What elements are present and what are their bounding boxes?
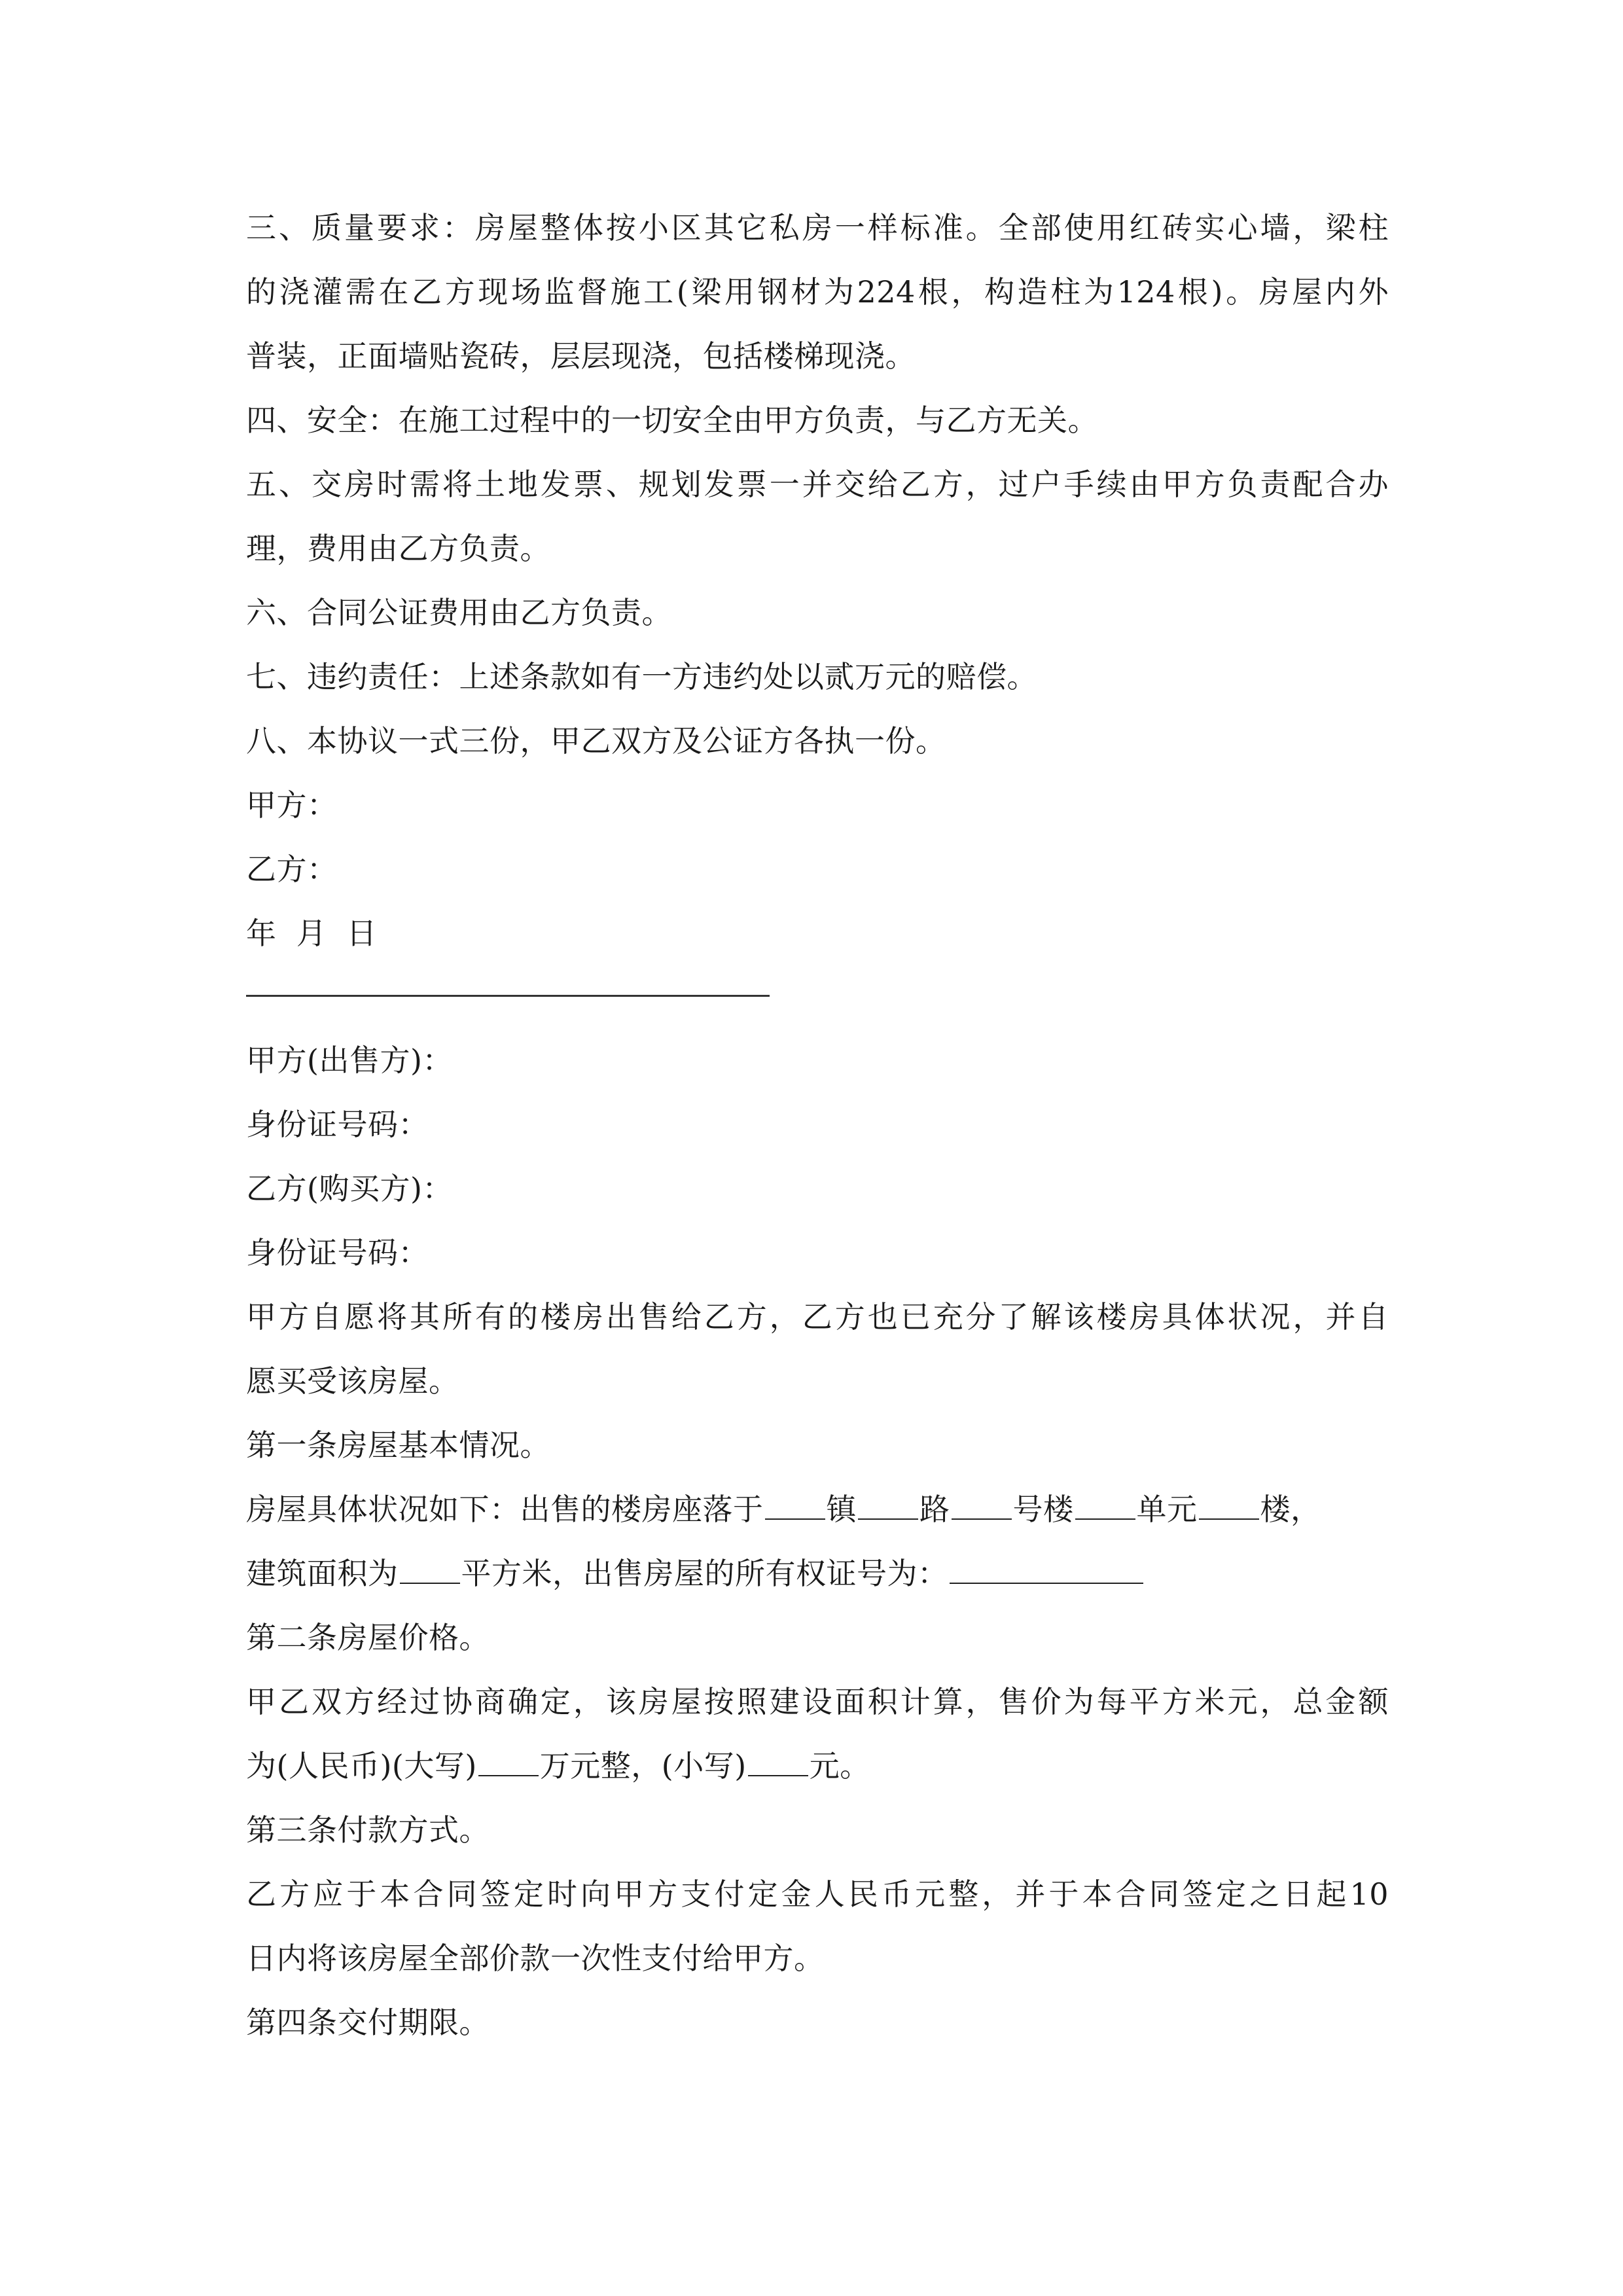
- article-1-title: 第一条房屋基本情况。: [246, 1427, 550, 1463]
- article-1-line-1-unit: 单元: [1136, 1492, 1198, 1527]
- clause-3-line-1: 三、质量要求：房屋整体按小区其它私房一样标准。全部使用红砖实心墙，梁柱: [246, 210, 1389, 245]
- clause-7: 七、违约责任：上述条款如有一方违约处以贰万元的赔偿。: [246, 659, 1037, 694]
- party-b-signature: 乙方：: [246, 852, 338, 887]
- road-blank: [858, 1495, 918, 1520]
- intro-line-1: 甲方自愿将其所有的楼房出售给乙方，乙方也已充分了解该楼房具体状况，并自: [246, 1299, 1389, 1335]
- town-blank: [765, 1495, 825, 1520]
- article-1-line-2-cert: 平方米，出售房屋的所有权证号为：: [461, 1556, 948, 1591]
- article-1-line-1-building: 号楼: [1012, 1492, 1074, 1527]
- seller-label: 甲方(出售方)：: [246, 1043, 453, 1078]
- building-blank: [952, 1495, 1012, 1520]
- intro-line-2: 愿买受该房屋。: [246, 1363, 459, 1399]
- article-1-line-1-town: 镇: [826, 1492, 857, 1527]
- clause-3-line-3: 普装，正面墙贴瓷砖，层层现浇，包括楼梯现浇。: [246, 338, 916, 374]
- article-2-line-2-prefix: 为(人民币)(大写): [246, 1748, 477, 1784]
- clause-5-line-2: 理，费用由乙方负责。: [246, 531, 550, 566]
- article-2-line-1: 甲乙双方经过协商确定，该房屋按照建设面积计算，售价为每平方米元，总金额: [246, 1684, 1389, 1719]
- buyer-label: 乙方(购买方)：: [246, 1171, 453, 1206]
- amount-figures-blank: [748, 1751, 808, 1776]
- unit-blank: [1075, 1495, 1135, 1520]
- floor-blank: [1199, 1495, 1259, 1520]
- article-2-title: 第二条房屋价格。: [246, 1620, 490, 1655]
- certificate-number-blank: [950, 1559, 1143, 1584]
- amount-words-blank: [478, 1751, 539, 1776]
- signature-date: 年 月 日: [246, 916, 377, 951]
- article-1-line-1-road: 路: [919, 1492, 950, 1527]
- article-2-line-2-mid: 万元整，(小写): [539, 1748, 747, 1784]
- area-blank: [400, 1559, 460, 1584]
- article-1-line-2: [246, 1554, 1145, 1593]
- clause-8: 八、本协议一式三份，甲乙双方及公证方各执一份。: [246, 723, 946, 759]
- clause-5-line-1: 五、交房时需将土地发票、规划发票一并交给乙方，过户手续由甲方负责配合办: [246, 467, 1389, 502]
- clause-6: 六、合同公证费用由乙方负责。: [246, 595, 672, 630]
- article-1-line-1: [246, 1490, 1321, 1529]
- article-3-line-1: 乙方应于本合同签定时向甲方支付定金人民币元整，并于本合同签定之日起10: [246, 1876, 1389, 1912]
- party-a-signature: 甲方：: [246, 787, 338, 823]
- article-4-title: 第四条交付期限。: [246, 2005, 490, 2040]
- article-3-line-2: 日内将该房屋全部价款一次性支付给甲方。: [246, 1941, 825, 1976]
- article-3-title: 第三条付款方式。: [246, 1812, 490, 1848]
- article-1-line-1-floor: 楼，: [1260, 1492, 1321, 1527]
- article-1-line-1-prefix: 房屋具体状况如下：出售的楼房座落于: [246, 1492, 764, 1527]
- buyer-id-label: 身份证号码：: [246, 1235, 429, 1270]
- clause-3-line-2: 的浇灌需在乙方现场监督施工(梁用钢材为224根，构造柱为124根)。房屋内外: [246, 274, 1389, 310]
- article-1-line-2-prefix: 建筑面积为: [246, 1556, 399, 1591]
- clause-4: 四、安全：在施工过程中的一切安全由甲方负责，与乙方无关。: [246, 403, 1098, 438]
- article-2-line-2: [246, 1746, 870, 1785]
- section-separator: [246, 995, 770, 997]
- seller-id-label: 身份证号码：: [246, 1107, 429, 1142]
- article-2-line-2-end: 元。: [809, 1748, 870, 1784]
